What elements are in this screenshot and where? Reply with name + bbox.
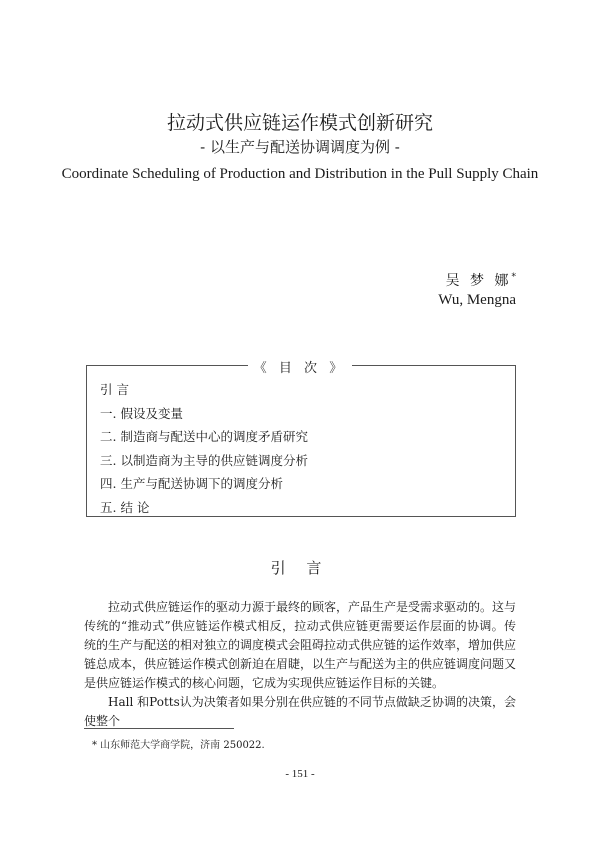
paper-subtitle-chinese: - 以生产与配送协调调度为例 - [200, 138, 400, 156]
paper-title-english: Coordinate Scheduling of Production and Distribution in the Pull Supply Chain [61, 166, 539, 182]
author-footnote-mark: * [511, 272, 516, 283]
footnote-affiliation: * 山东师范大学商学院，济南 250022. [92, 740, 265, 751]
table-of-contents-header [0, 357, 600, 376]
body-paragraph: 拉动式供应链运作的驱动力源于最终的顾客，产品生产是受需求驱动的。这与传统的“推动式”供应链运作模式相反，拉动式供应链更需要运作层面的协调。传统的生产与配送的相对独立的调度模式会阻碍拉动式供应链的运作效率，增加供应链总成本，供应链运作模式创新迫在眉睫，以生产与配送为主的供应链调度问题又是供应链运作模式的核心问题，它成为实现供应链运作目标的关键。 [84, 600, 517, 690]
toc-item: 三. 以制造商为主导的供应链调度分析 [100, 452, 308, 468]
page-number: - 151 - [285, 768, 315, 780]
author-name-chinese [446, 270, 516, 290]
table-of-contents-list [100, 378, 308, 520]
body-paragraph: Hall 和Potts认为决策者如果分别在供应链的不同节点做缺乏协调的决策，会使整个 [84, 695, 516, 728]
paper-title-chinese: 拉动式供应链运作模式创新研究 [166, 112, 433, 134]
toc-item: 五. 结 论 [100, 499, 150, 515]
footnote-divider [84, 728, 234, 729]
toc-item: 引 言 [100, 382, 129, 397]
author-name-english: Wu, Mengna [438, 292, 516, 308]
author-name-chinese-text: 吴 梦 娜 [445, 273, 512, 289]
toc-item: 四. 生产与配送协调下的调度分析 [100, 476, 283, 492]
toc-item: 一. 假设及变量 [100, 405, 183, 421]
toc-item: 二. 制造商与配送中心的调度矛盾研究 [100, 429, 308, 445]
section-heading-introduction: 引 言 [270, 559, 330, 577]
toc-header-text: 《 目 次 》 [248, 361, 352, 376]
body-text [84, 598, 516, 731]
